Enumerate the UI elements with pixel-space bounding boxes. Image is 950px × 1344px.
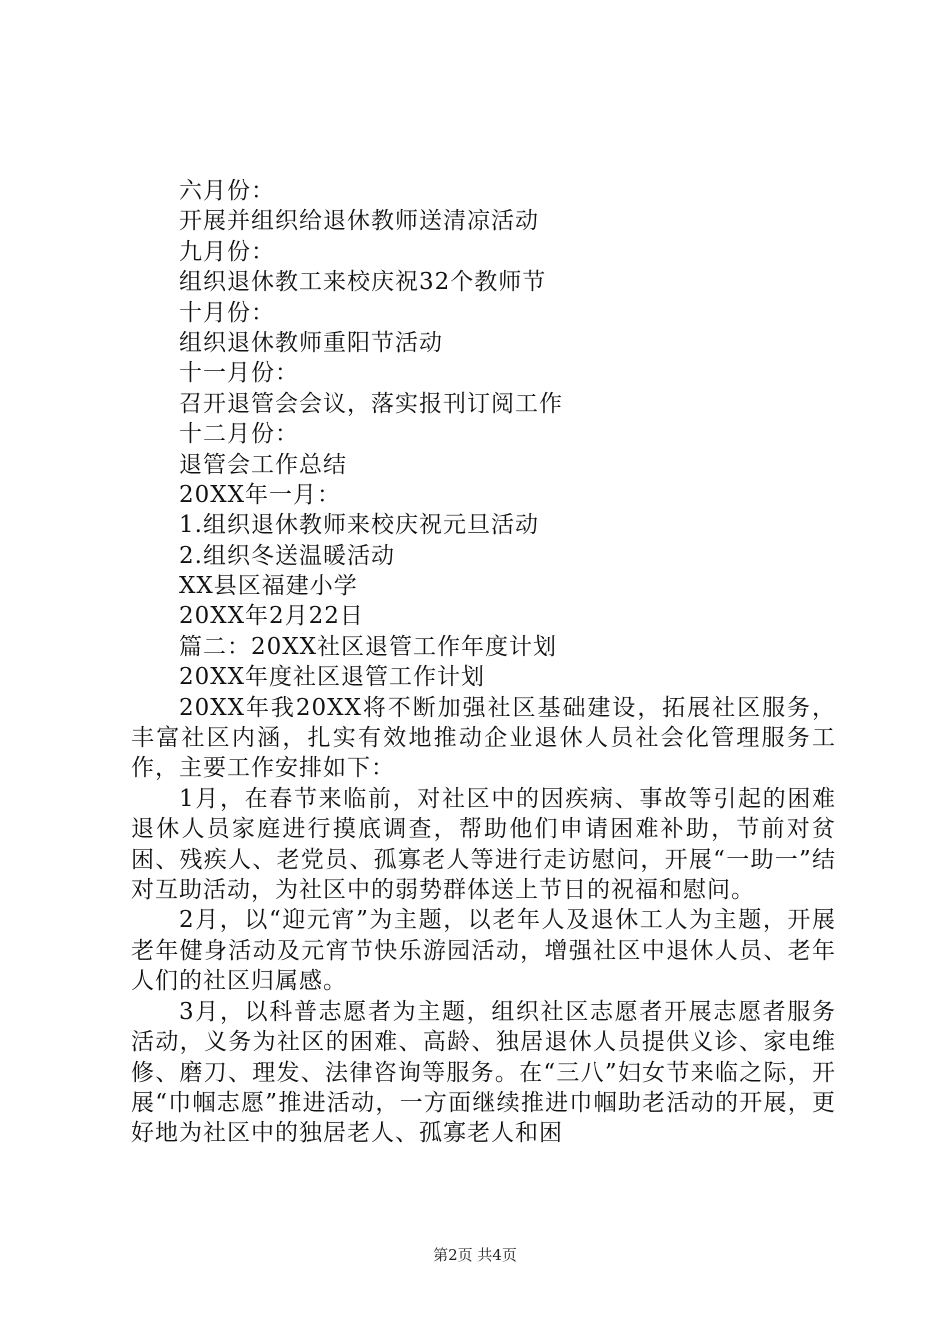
paragraph-january: 1月，在春节来临前，对社区中的因疾病、事故等引起的困难退休人员家庭进行摸底调查，帮助他们申请困难补助，节前对贫困、残疾人、老党员、孤寡老人等进行走访慰问，开展“一助一”结对互助活动，为社区中的弱势群体送上节日的祝福和慰问。 (131, 785, 836, 904)
text-line: 20XX年一月： (179, 481, 342, 508)
text-line: 召开退管会会议，落实报刊订阅工作 (179, 390, 563, 417)
text-line: 1.组织退休教师来校庆祝元旦活动 (179, 512, 539, 539)
section-heading: 篇二：20XX社区退管工作年度计划 (179, 633, 558, 660)
text-line: 开展并组织给退休教师送清凉活动 (179, 208, 539, 235)
text-line: 十一月份： (179, 360, 299, 387)
plan-title: 20XX年度社区退管工作计划 (179, 664, 486, 691)
text-line: 组织退休教师重阳节活动 (179, 329, 443, 356)
paragraph-february: 2月，以“迎元宵”为主题，以老年人及退休工人为主题，开展老年健身活动及元宵节快乐游园活动，增强社区中退休人员、老年人们的社区归属感。 (131, 907, 836, 995)
document-body (131, 176, 836, 1149)
text-line: 2.组织冬送温暖活动 (179, 542, 395, 569)
text-line: 20XX年2月22日 (179, 603, 364, 630)
paragraph-march: 3月，以科普志愿者为主题，组织社区志愿者开展志愿者服务活动，义务为社区的困难、高龄、独居退休人员提供义诊、家电维修、磨刀、理发、法律咨询等服务。在“三八”妇女节来临之际，开展“巾帼志愿”推进活动，一方面继续推进巾帼助老活动的开展，更好地为社区中的独居老人、孤寡老人和困 (131, 998, 836, 1147)
text-line: 六月份： (179, 178, 275, 204)
text-line: 退管会工作总结 (179, 451, 347, 478)
text-line: 组织退休教工来校庆祝32个教师节 (179, 269, 547, 296)
text-line: XX县区福建小学 (179, 573, 358, 600)
paragraph-intro: 20XX年我20XX将不断加强社区基础建设，拓展社区服务，丰富社区内涵，扎实有效地推动企业退休人员社会化管理服务工作，主要工作安排如下： (131, 694, 836, 782)
page-footer: 第2页 共4页 (433, 1246, 517, 1264)
text-line: 九月份： (179, 238, 275, 265)
text-line: 十月份： (179, 299, 275, 326)
text-line: 十二月份： (179, 421, 299, 448)
